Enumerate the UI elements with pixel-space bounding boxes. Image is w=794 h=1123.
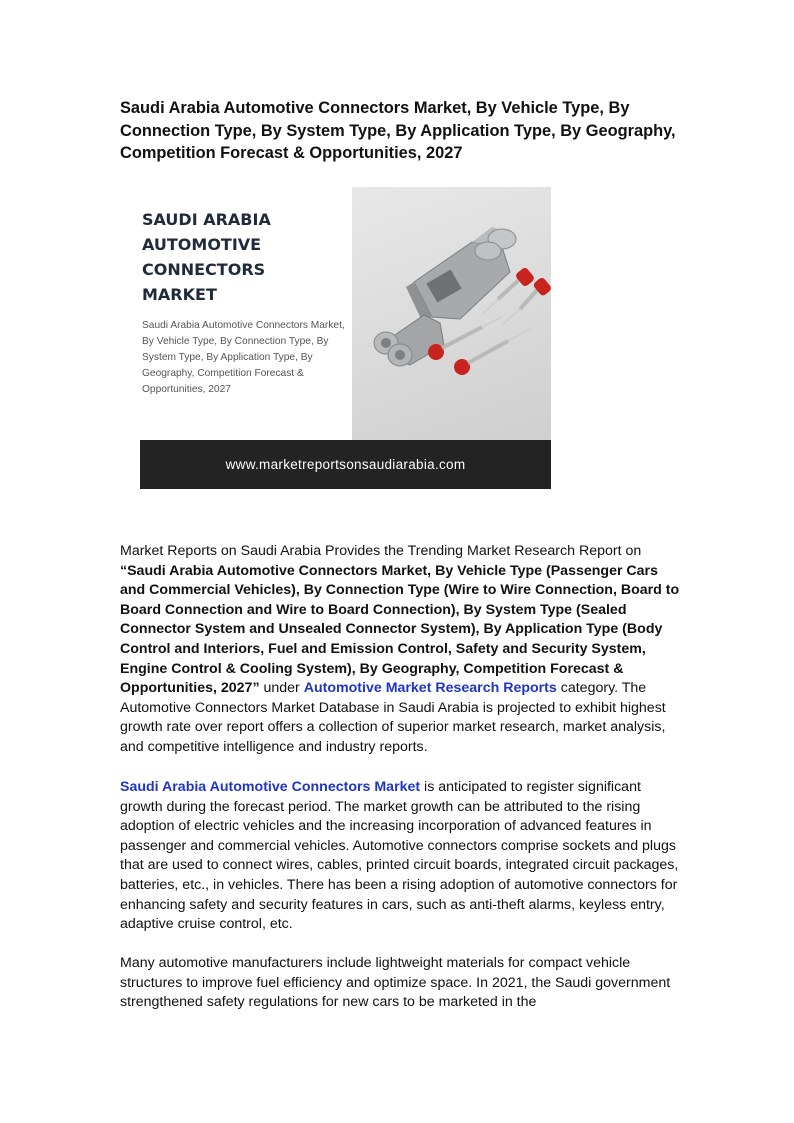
intro-text: Market Reports on Saudi Arabia Provides the Trending Market Research Report on [120, 543, 642, 559]
banner-heading-line: MARKET [142, 285, 217, 304]
under-text: under [259, 680, 304, 697]
intro-rest-text: category. The Automotive Connectors Market Database in Saudi Arabia is projected to exhibit highest growth rate over report offers a collection of superior market research, market analysis, and competitive intelligence and industry reports. [120, 680, 666, 755]
banner-heading-line: AUTOMOTIVE [142, 235, 262, 254]
connectors-illustration [352, 187, 551, 440]
banner-heading [142, 207, 347, 307]
banner-website: www.marketreportsonsaudiarabia.com [140, 440, 551, 489]
banner-heading-line: CONNECTORS [142, 260, 266, 279]
market-link[interactable]: Saudi Arabia Automotive Connectors Market [120, 779, 421, 795]
report-title: Saudi Arabia Automotive Connectors Market, By Vehicle Type, By Connection Type, By System Type, By Application Type, By Geography, Competition Forecast & Opportunities, 2027 [120, 99, 676, 162]
market-overview-paragraph [120, 778, 680, 935]
report-banner [140, 187, 551, 489]
banner-description: Saudi Arabia Automotive Connectors Market, By Vehicle Type, By Connection Type, By System Type, By Application Type, By Geography, Competition Forecast & Opportunities, 2027 [142, 320, 345, 395]
report-full-title: “Saudi Arabia Automotive Connectors Market, By Vehicle Type (Passenger Cars and Commercial Vehicles), By Connection Type (Wire to Wire Connection, Board to Board Connection and Wire to Board Connection), By System Type (Sealed Connector System and Unsealed Connector System), By Application Type (Body Control and Interiors, Fuel and Emission Control, Safety and Security System, Engine Control & Cooling System), By Geography, Competition Forecast & Opportunities, 2027” [120, 562, 680, 697]
grey-connector-housing [406, 227, 516, 321]
connectors-photo [352, 187, 551, 440]
manufacturers-paragraph: Many automotive manufacturers include lightweight materials for compact vehicle structures to improve fuel efficiency and optimize space. In 2021, the Saudi government strengthened safety regulations for new cars to be marketed in the [120, 955, 671, 1011]
category-link[interactable]: Automotive Market Research Reports [303, 680, 557, 697]
market-overview-text: is anticipated to register significant growth during the forecast period. The market growth can be attributed to the rising adoption of electric vehicles and the increasing incorporation of advanced features in passenger and commercial vehicles. Automotive connectors comprise sockets and plugs that are used to connect wires, cables, printed circuit boards, integrated circuit packages, batteries, etc., in vehicles. There has been a rising adoption of automotive connectors for enhancing safety and security features in cars, such as anti-theft alarms, keyless entry, adaptive cruise control, etc. [120, 779, 679, 933]
banner-heading-line: SAUDI ARABIA [142, 210, 271, 229]
intro-paragraph [120, 542, 680, 758]
